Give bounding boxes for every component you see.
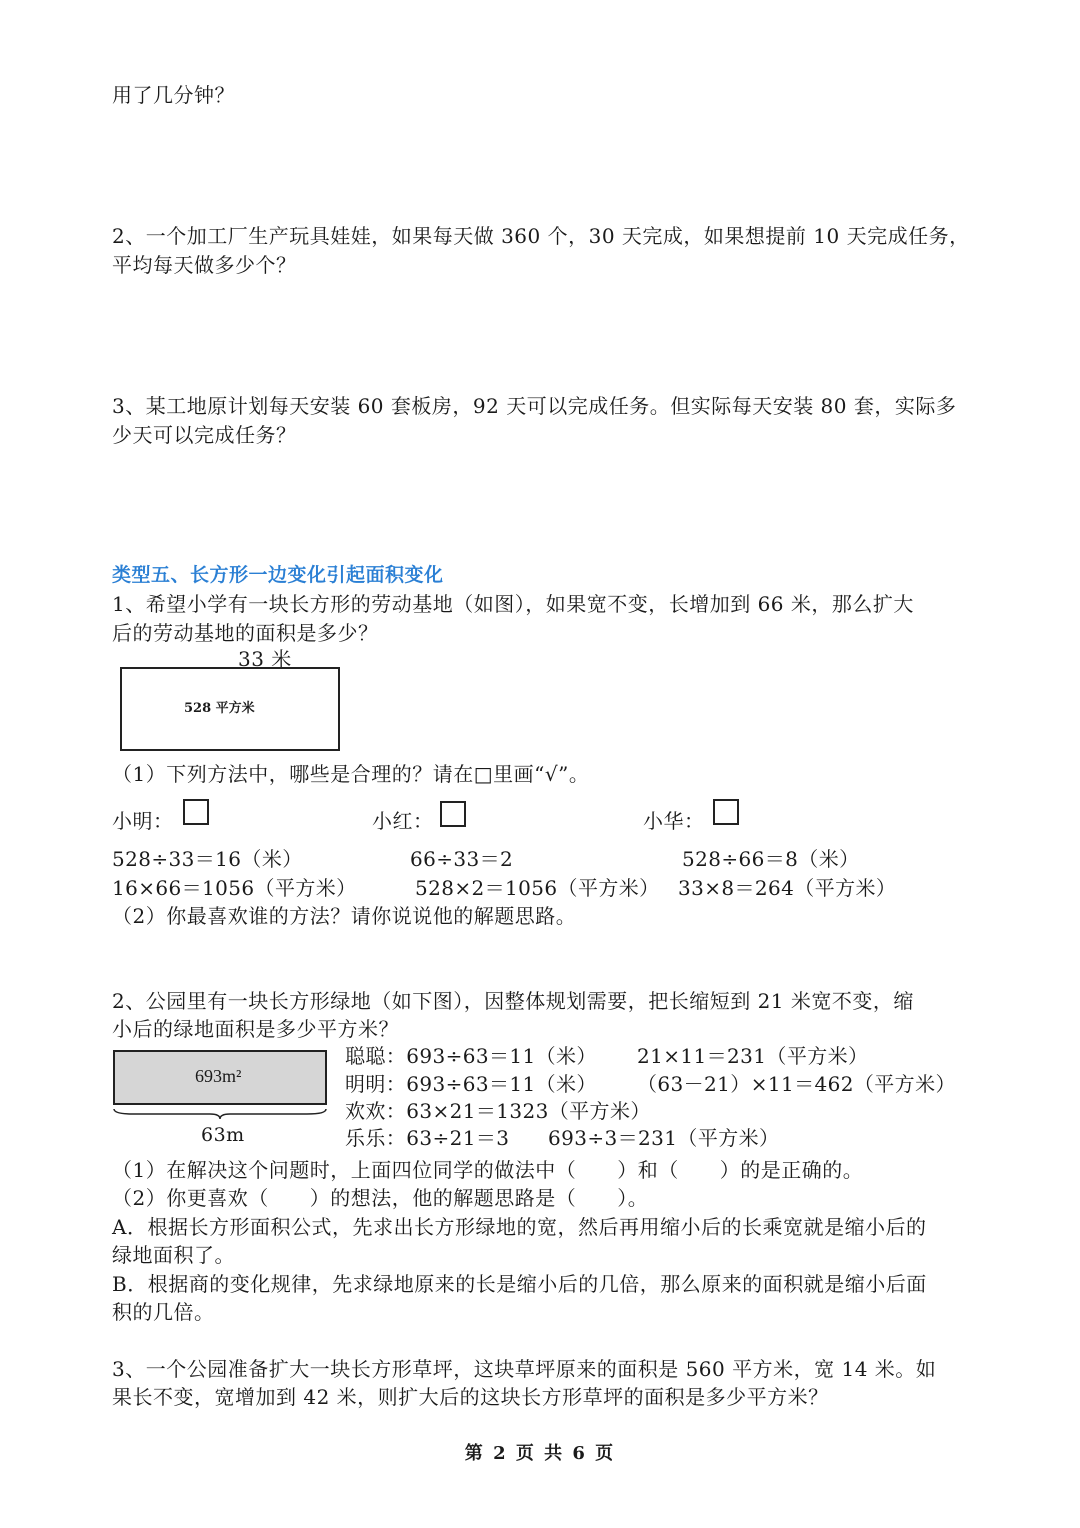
figure2-length-label: 63m: [201, 1124, 245, 1146]
s5-q2-sub1: （1）在解决这个问题时，上面四位同学的做法中（ ）和（ ）的是正确的。: [112, 1158, 864, 1182]
option-a-line1: A．根据长方形面积公式，先求出长方形绿地的宽，然后再用缩小后的长乘宽就是缩小后的: [112, 1215, 927, 1239]
option-b-line2: 积的几倍。: [112, 1300, 215, 1324]
checkbox-xiaohua[interactable]: [713, 799, 739, 825]
figure1-area-label: 528 平方米: [184, 701, 255, 716]
xiaohong-step1: 66÷33＝2: [410, 847, 514, 871]
s5-q1-sub1: （1）下列方法中，哪些是合理的？请在□里画“√”。: [112, 762, 590, 786]
xiaoming-step2: 16×66＝1056（平方米）: [112, 876, 357, 900]
s5-q1-line1: 1、希望小学有一块长方形的劳动基地（如图），如果宽不变，长增加到 66 米，那么扩大: [112, 592, 914, 616]
s5-q2-line2: 小后的绿地面积是多少平方米？: [112, 1017, 399, 1041]
figure2-rectangle: [113, 1050, 327, 1105]
lele-method-b: 693÷3＝231（平方米）: [548, 1126, 780, 1150]
name-xiaoming: 小明：: [112, 809, 174, 833]
figure2-length-brace: [113, 1108, 327, 1120]
s5-q2-sub2: （2）你更喜欢（ ）的想法，他的解题思路是（ ）。: [112, 1186, 649, 1210]
section-heading: 类型五、长方形一边变化引起面积变化: [112, 564, 444, 586]
name-xiaohua: 小华：: [643, 809, 705, 833]
lele-method-a: 乐乐：63÷21＝3: [345, 1126, 510, 1150]
q2-line2: 平均每天做多少个？: [112, 253, 297, 277]
option-b-line1: B．根据商的变化规律，先求绿地原来的长是缩小后的几倍，那么原来的面积就是缩小后面: [112, 1272, 927, 1296]
congcong-method-b: 21×11＝231（平方米）: [637, 1044, 869, 1068]
s5-q2-line1: 2、公园里有一块长方形绿地（如下图），因整体规划需要，把长缩短到 21 米宽不变，缩: [112, 989, 914, 1013]
xiaoming-step1: 528÷33＝16（米）: [112, 847, 303, 871]
s5-q1-sub2: （2）你最喜欢谁的方法？请你说说他的解题思路。: [112, 904, 577, 928]
xiaohua-step2: 33×8＝264（平方米）: [678, 876, 897, 900]
s5-q3-line1: 3、一个公园准备扩大一块长方形草坪，这块草坪原来的面积是 560 平方米，宽 14 米。如: [112, 1357, 937, 1381]
s5-q3-line2: 果长不变，宽增加到 42 米，则扩大后的这块长方形草坪的面积是多少平方米？: [112, 1385, 829, 1409]
xiaohua-step1: 528÷66＝8（米）: [682, 847, 860, 871]
figure2-area-label: 693m²: [195, 1066, 242, 1086]
option-a-line2: 绿地面积了。: [112, 1243, 235, 1267]
q2-line1: 2、一个加工厂生产玩具娃娃，如果每天做 360 个，30 天完成，如果想提前 10 天完成任务，: [112, 224, 970, 248]
huanhuan-method-a: 欢欢：63×21＝1323（平方米）: [345, 1099, 651, 1123]
q3-line1: 3、某工地原计划每天安装 60 套板房，92 天可以完成任务。但实际每天安装 80 套，实际多: [112, 394, 957, 418]
figure1-rectangle: [120, 667, 340, 751]
xiaohong-step2: 528×2＝1056（平方米）: [415, 876, 660, 900]
mingming-method-a: 明明：693÷63＝11（米）: [345, 1072, 597, 1096]
name-xiaohong: 小红：: [372, 809, 434, 833]
figure1-top-label: 33 米: [238, 647, 292, 671]
checkbox-xiaoming[interactable]: [183, 799, 209, 825]
question-continuation: 用了几分钟？: [112, 83, 235, 107]
congcong-method-a: 聪聪：693÷63＝11（米）: [345, 1044, 597, 1068]
checkbox-xiaohong[interactable]: [440, 801, 466, 827]
q3-line2: 少天可以完成任务？: [112, 423, 297, 447]
s5-q1-line2: 后的劳动基地的面积是多少？: [112, 621, 379, 645]
page-footer: 第 2 页 共 6 页: [464, 1443, 616, 1464]
mingming-method-b: （63－21）×11＝462（平方米）: [637, 1072, 956, 1096]
